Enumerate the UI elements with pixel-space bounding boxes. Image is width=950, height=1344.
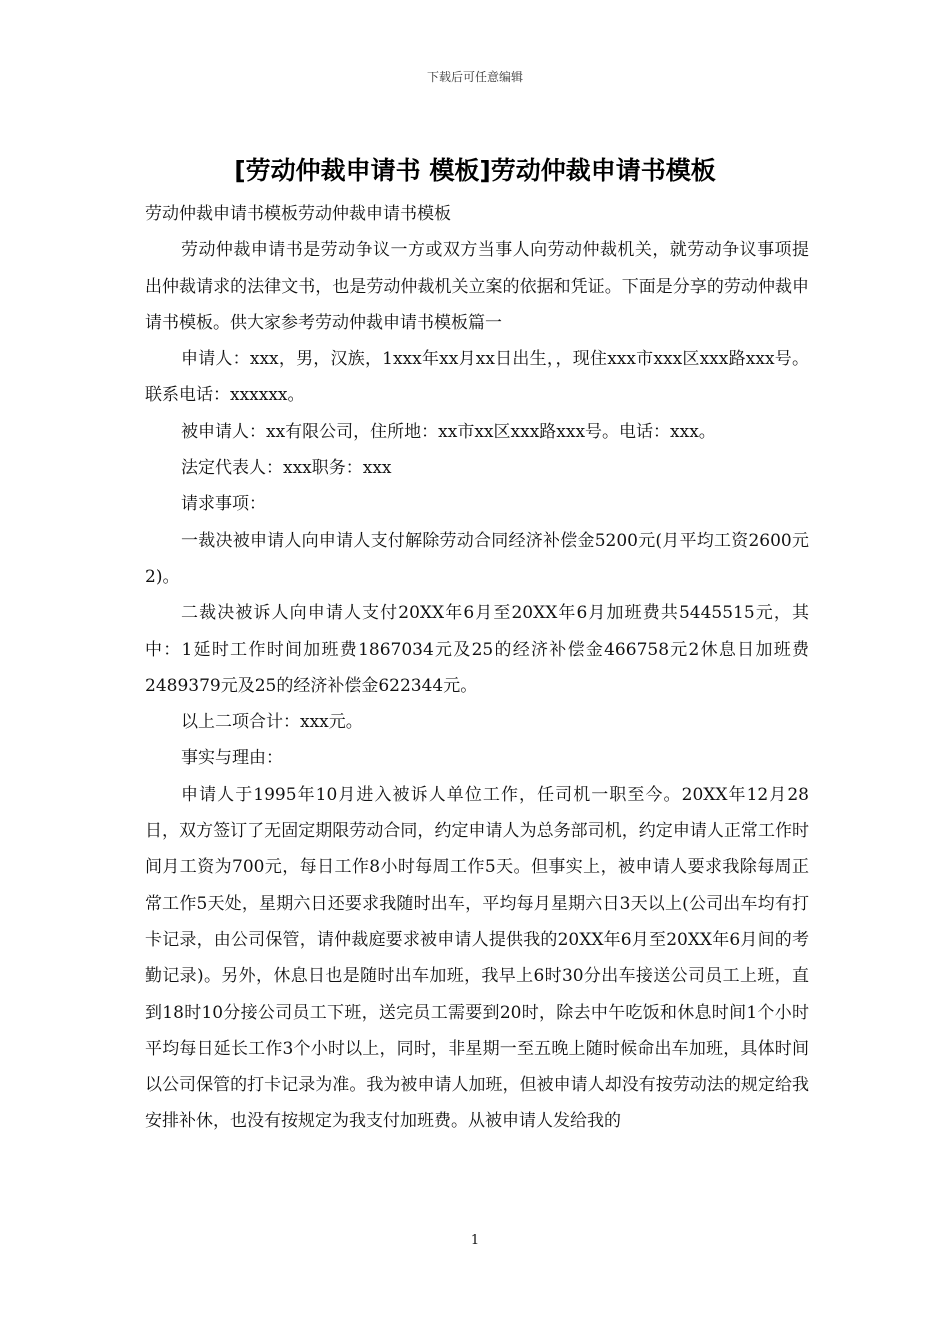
legal-representative-paragraph: 法定代表人：xxx职务：xxx [181,458,392,479]
intro-paragraph: 劳动仲裁申请书是劳动争议一方或双方当事人向劳动仲裁机关，就劳动争议事项提出仲裁请求的法律文书，也是劳动仲裁机关立案的依据和凭证。下面是分享的劳动仲裁申请书模板。供大家参考劳动仲裁申请书模板篇一 [145,240,809,333]
page-number: 1 [470,1233,480,1248]
applicant-paragraph: 申请人：xxx，男，汉族，1xxx年xx月xx日出生，，现住xxx市xxx区xxx路xxx号。联系电话：xxxxxx。 [145,349,809,406]
facts-heading: 事实与理由： [181,748,283,769]
subtitle-line: 劳动仲裁申请书模板劳动仲裁申请书模板 [145,204,451,224]
document-title: [劳动仲裁申请书 模板]劳动仲裁申请书模板 [234,156,716,185]
respondent-paragraph: 被申请人：xx有限公司，住所地：xx市xx区xxx路xxx号。电话：xxx。 [181,421,716,442]
request-two-paragraph: 二裁决被诉人向申请人支付20XX年6月至20XX年6月加班费共5445515元，其中：1延时工作时间加班费1867034元及25的经济补偿金466758元2休息日加班费2489379元及25的经济补偿金622344元。 [145,603,809,696]
total-paragraph: 以上二项合计：xxx元。 [181,712,363,733]
request-one-paragraph: 一裁决被申请人向申请人支付解除劳动合同经济补偿金5200元(月平均工资2600元2)。 [145,530,809,587]
header-note: 下载后可任意编辑 [426,70,523,84]
facts-paragraph: 申请人于1995年10月进入被诉人单位工作，任司机一职至今。20XX年12月28日，双方签订了无固定期限劳动合同，约定申请人为总务部司机，约定申请人正常工作时间月工资为700元，每日工作8小时每周工作5天。但事实上，被申请人要求我除每周正常工作5天处，星期六日还要求我随时出车，平均每月星期六日3天以上(公司出车均有打卡记录，由公司保管，请仲裁庭要求被申请人提供我的20XX年6月至20XX年6月间的考勤记录)。另外，休息日也是随时出车加班，我早上6时30分出车接送公司员工上班，直到18时10分接公司员工下班，送完员工需要到20时，除去中午吃饭和休息时间1个小时平均每日延长工作3个小时以上，同时，非星期一至五晚上随时候命出车加班，具体时间以公司保管的打卡记录为准。我为被申请人加班，但被申请人却没有按劳动法的规定给我安排补休，也没有按规定为我支付加班费。从被申请人发给我的 [145,784,809,1132]
requests-heading: 请求事项： [181,494,266,515]
document-body [145,196,809,1140]
